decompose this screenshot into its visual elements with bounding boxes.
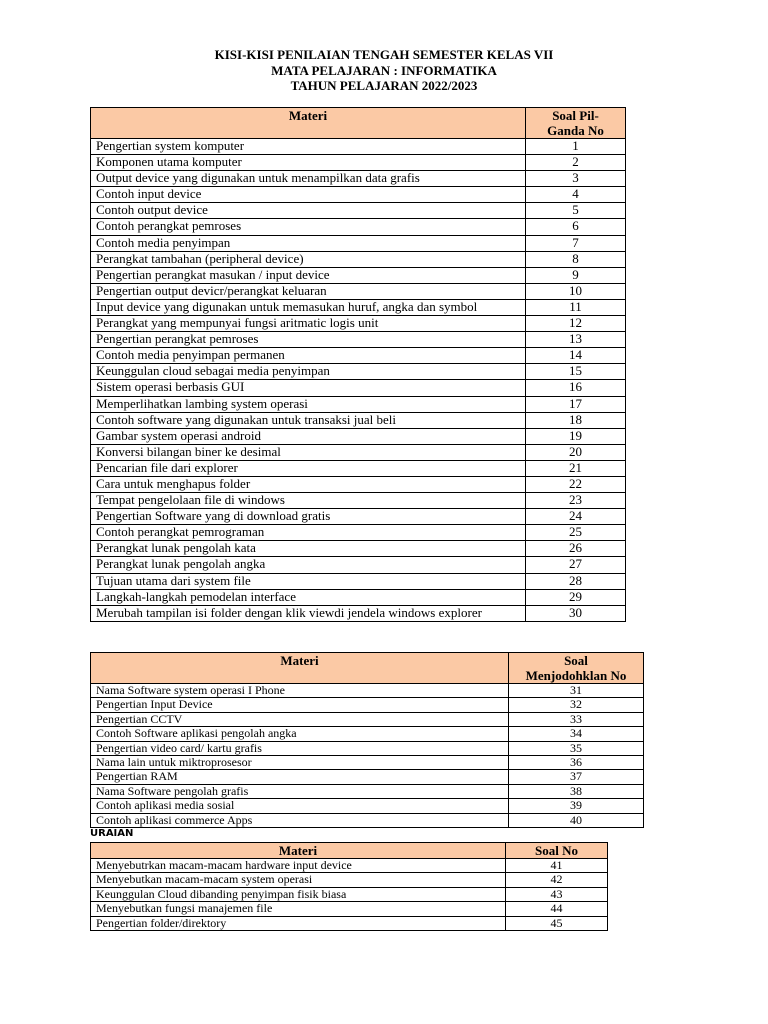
materi-cell: Input device yang digunakan untuk memasukan huruf, angka dan symbol (91, 299, 526, 315)
column-header-line: Soal Pil- (552, 108, 599, 123)
materi-cell: Nama Software pengolah grafis (91, 784, 509, 798)
materi-cell: Pengertian Software yang di download gratis (91, 509, 526, 525)
table-row (91, 267, 626, 283)
table-row (91, 187, 626, 203)
materi-cell: Keunggulan cloud sebagai media penyimpan (91, 364, 526, 380)
soal-number-cell: 39 (509, 799, 644, 813)
soal-number-cell: 29 (526, 589, 626, 605)
materi-cell: Contoh software yang digunakan untuk transaksi jual beli (91, 412, 526, 428)
materi-cell: Sistem operasi berbasis GUI (91, 380, 526, 396)
table-row (91, 727, 644, 741)
soal-number-cell: 33 (509, 712, 644, 726)
materi-cell: Menyebutkan fungsi manajemen file (91, 902, 506, 916)
materi-cell: Nama lain untuk miktroprosesor (91, 756, 509, 770)
materi-cell: Contoh output device (91, 203, 526, 219)
soal-number-cell: 3 (526, 171, 626, 187)
materi-cell: Contoh perangkat pemroses (91, 219, 526, 235)
pilihan-ganda-table (90, 107, 626, 622)
soal-number-cell: 14 (526, 348, 626, 364)
soal-number-cell: 34 (509, 727, 644, 741)
table-row (91, 428, 626, 444)
materi-cell: Komponen utama komputer (91, 155, 526, 171)
materi-cell: Perangkat lunak pengolah kata (91, 541, 526, 557)
table-row (91, 283, 626, 299)
soal-number-cell: 38 (509, 784, 644, 798)
soal-number-cell: 15 (526, 364, 626, 380)
materi-cell: Contoh aplikasi commerce Apps (91, 813, 509, 827)
soal-number-cell: 41 (506, 859, 608, 873)
title-line-3: TAHUN PELAJARAN 2022/2023 (290, 78, 478, 93)
materi-cell: Contoh Software aplikasi pengolah angka (91, 727, 509, 741)
soal-number-cell: 10 (526, 283, 626, 299)
table-row (91, 444, 626, 460)
table-row (91, 476, 626, 492)
table-row (91, 605, 626, 621)
title-line-2: MATA PELAJARAN : INFORMATIKA (271, 62, 497, 78)
menjodohkan-table (90, 652, 644, 828)
table-row (91, 171, 626, 187)
table-row (91, 813, 644, 827)
materi-cell: Perangkat tambahan (peripheral device) (91, 251, 526, 267)
table-row (91, 299, 626, 315)
materi-cell: Contoh aplikasi media sosial (91, 799, 509, 813)
table-row (91, 902, 608, 916)
table-row (91, 251, 626, 267)
soal-number-cell: 12 (526, 316, 626, 332)
materi-cell: Merubah tampilan isi folder dengan klik viewdi jendela windows explorer (91, 605, 526, 621)
table-row (91, 493, 626, 509)
soal-number-cell: 1 (526, 139, 626, 155)
table-row (91, 332, 626, 348)
soal-number-cell: 35 (509, 741, 644, 755)
table-header-row (91, 843, 608, 859)
materi-cell: Pencarian file dari explorer (91, 460, 526, 476)
materi-cell: Contoh perangkat pemrograman (91, 525, 526, 541)
soal-number-cell: 21 (526, 460, 626, 476)
soal-number-cell: 45 (506, 916, 608, 930)
materi-cell: Langkah-langkah pemodelan interface (91, 589, 526, 605)
column-header-soal-no: Soal No (506, 843, 608, 859)
soal-number-cell: 20 (526, 444, 626, 460)
materi-cell: Pengertian output devicr/perangkat keluaran (91, 283, 526, 299)
table-row (91, 916, 608, 930)
table-header-row (91, 108, 626, 139)
table-row (91, 799, 644, 813)
table-body (91, 139, 626, 622)
uraian-table (90, 842, 608, 931)
table-header-row (91, 653, 644, 684)
soal-number-cell: 4 (526, 187, 626, 203)
table-body (91, 859, 608, 931)
table-row (91, 203, 626, 219)
column-header-line: Soal (564, 653, 588, 668)
soal-number-cell: 8 (526, 251, 626, 267)
title-line-1: KISI-KISI PENILAIAN TENGAH SEMESTER KELAS VII (214, 47, 554, 62)
column-header-materi: Materi (91, 653, 509, 684)
table-row (91, 139, 626, 155)
soal-number-cell: 24 (526, 509, 626, 525)
soal-number-cell: 32 (509, 698, 644, 712)
table-row (91, 380, 626, 396)
soal-number-cell: 6 (526, 219, 626, 235)
table-row (91, 316, 626, 332)
materi-cell: Contoh media penyimpan (91, 235, 526, 251)
soal-number-cell: 2 (526, 155, 626, 171)
materi-cell: Pengertian folder/direktory (91, 916, 506, 930)
soal-number-cell: 23 (526, 493, 626, 509)
soal-number-cell: 43 (506, 887, 608, 901)
soal-number-cell: 9 (526, 267, 626, 283)
table-row (91, 219, 626, 235)
table-row (91, 541, 626, 557)
materi-cell: Memperlihatkan lambing system operasi (91, 396, 526, 412)
materi-cell: Cara untuk menghapus folder (91, 476, 526, 492)
materi-cell: Konversi bilangan biner ke desimal (91, 444, 526, 460)
materi-cell: Menyebutrkan macam-macam hardware input device (91, 859, 506, 873)
table-row (91, 460, 626, 476)
soal-number-cell: 37 (509, 770, 644, 784)
materi-cell: Gambar system operasi android (91, 428, 526, 444)
materi-cell: Perangkat yang mempunyai fungsi aritmatic logis unit (91, 316, 526, 332)
column-header-line: Ganda No (547, 123, 604, 138)
table-row (91, 873, 608, 887)
soal-number-cell: 30 (526, 605, 626, 621)
table-row (91, 741, 644, 755)
materi-cell: Contoh input device (91, 187, 526, 203)
soal-number-cell: 25 (526, 525, 626, 541)
materi-cell: Tempat pengelolaan file di windows (91, 493, 526, 509)
soal-number-cell: 36 (509, 756, 644, 770)
soal-number-cell: 42 (506, 873, 608, 887)
table-row (91, 155, 626, 171)
table-row (91, 859, 608, 873)
table-body (91, 684, 644, 828)
soal-number-cell: 44 (506, 902, 608, 916)
soal-number-cell: 17 (526, 396, 626, 412)
materi-cell: Pengertian Input Device (91, 698, 509, 712)
section-label-uraian: URAIAN (90, 828, 134, 839)
materi-cell: Output device yang digunakan untuk menampilkan data grafis (91, 171, 526, 187)
table-row (91, 509, 626, 525)
materi-cell: Nama Software system operasi I Phone (91, 684, 509, 698)
table-row (91, 887, 608, 901)
materi-cell: Pengertian video card/ kartu grafis (91, 741, 509, 755)
soal-number-cell: 11 (526, 299, 626, 315)
table-row (91, 364, 626, 380)
soal-number-cell: 16 (526, 380, 626, 396)
table-row (91, 756, 644, 770)
table-row (91, 712, 644, 726)
soal-number-cell: 22 (526, 476, 626, 492)
table-row (91, 235, 626, 251)
soal-number-cell: 18 (526, 412, 626, 428)
soal-number-cell: 28 (526, 573, 626, 589)
soal-number-cell: 40 (509, 813, 644, 827)
table-row (91, 770, 644, 784)
materi-cell: Pengertian perangkat masukan / input device (91, 267, 526, 283)
column-header-soal-no (509, 653, 644, 684)
soal-number-cell: 27 (526, 557, 626, 573)
table-row (91, 396, 626, 412)
soal-number-cell: 7 (526, 235, 626, 251)
table-row (91, 589, 626, 605)
materi-cell: Pengertian system komputer (91, 139, 526, 155)
materi-cell: Pengertian RAM (91, 770, 509, 784)
materi-cell: Perangkat lunak pengolah angka (91, 557, 526, 573)
column-header-materi: Materi (91, 108, 526, 139)
materi-cell: Pengertian perangkat pemroses (91, 332, 526, 348)
soal-number-cell: 19 (526, 428, 626, 444)
materi-cell: Pengertian CCTV (91, 712, 509, 726)
table-row (91, 684, 644, 698)
table-row (91, 573, 626, 589)
column-header-line: Menjodohklan No (525, 668, 627, 683)
materi-cell: Keunggulan Cloud dibanding penyimpan fisik biasa (91, 887, 506, 901)
soal-number-cell: 26 (526, 541, 626, 557)
soal-number-cell: 31 (509, 684, 644, 698)
column-header-soal-no (526, 108, 626, 139)
soal-number-cell: 5 (526, 203, 626, 219)
materi-cell: Contoh media penyimpan permanen (91, 348, 526, 364)
table-row (91, 698, 644, 712)
table-row (91, 525, 626, 541)
document-header (0, 47, 768, 94)
table-row (91, 784, 644, 798)
soal-number-cell: 13 (526, 332, 626, 348)
column-header-materi: Materi (91, 843, 506, 859)
materi-cell: Tujuan utama dari system file (91, 573, 526, 589)
table-row (91, 412, 626, 428)
table-row (91, 557, 626, 573)
table-row (91, 348, 626, 364)
materi-cell: Menyebutkan macam-macam system operasi (91, 873, 506, 887)
